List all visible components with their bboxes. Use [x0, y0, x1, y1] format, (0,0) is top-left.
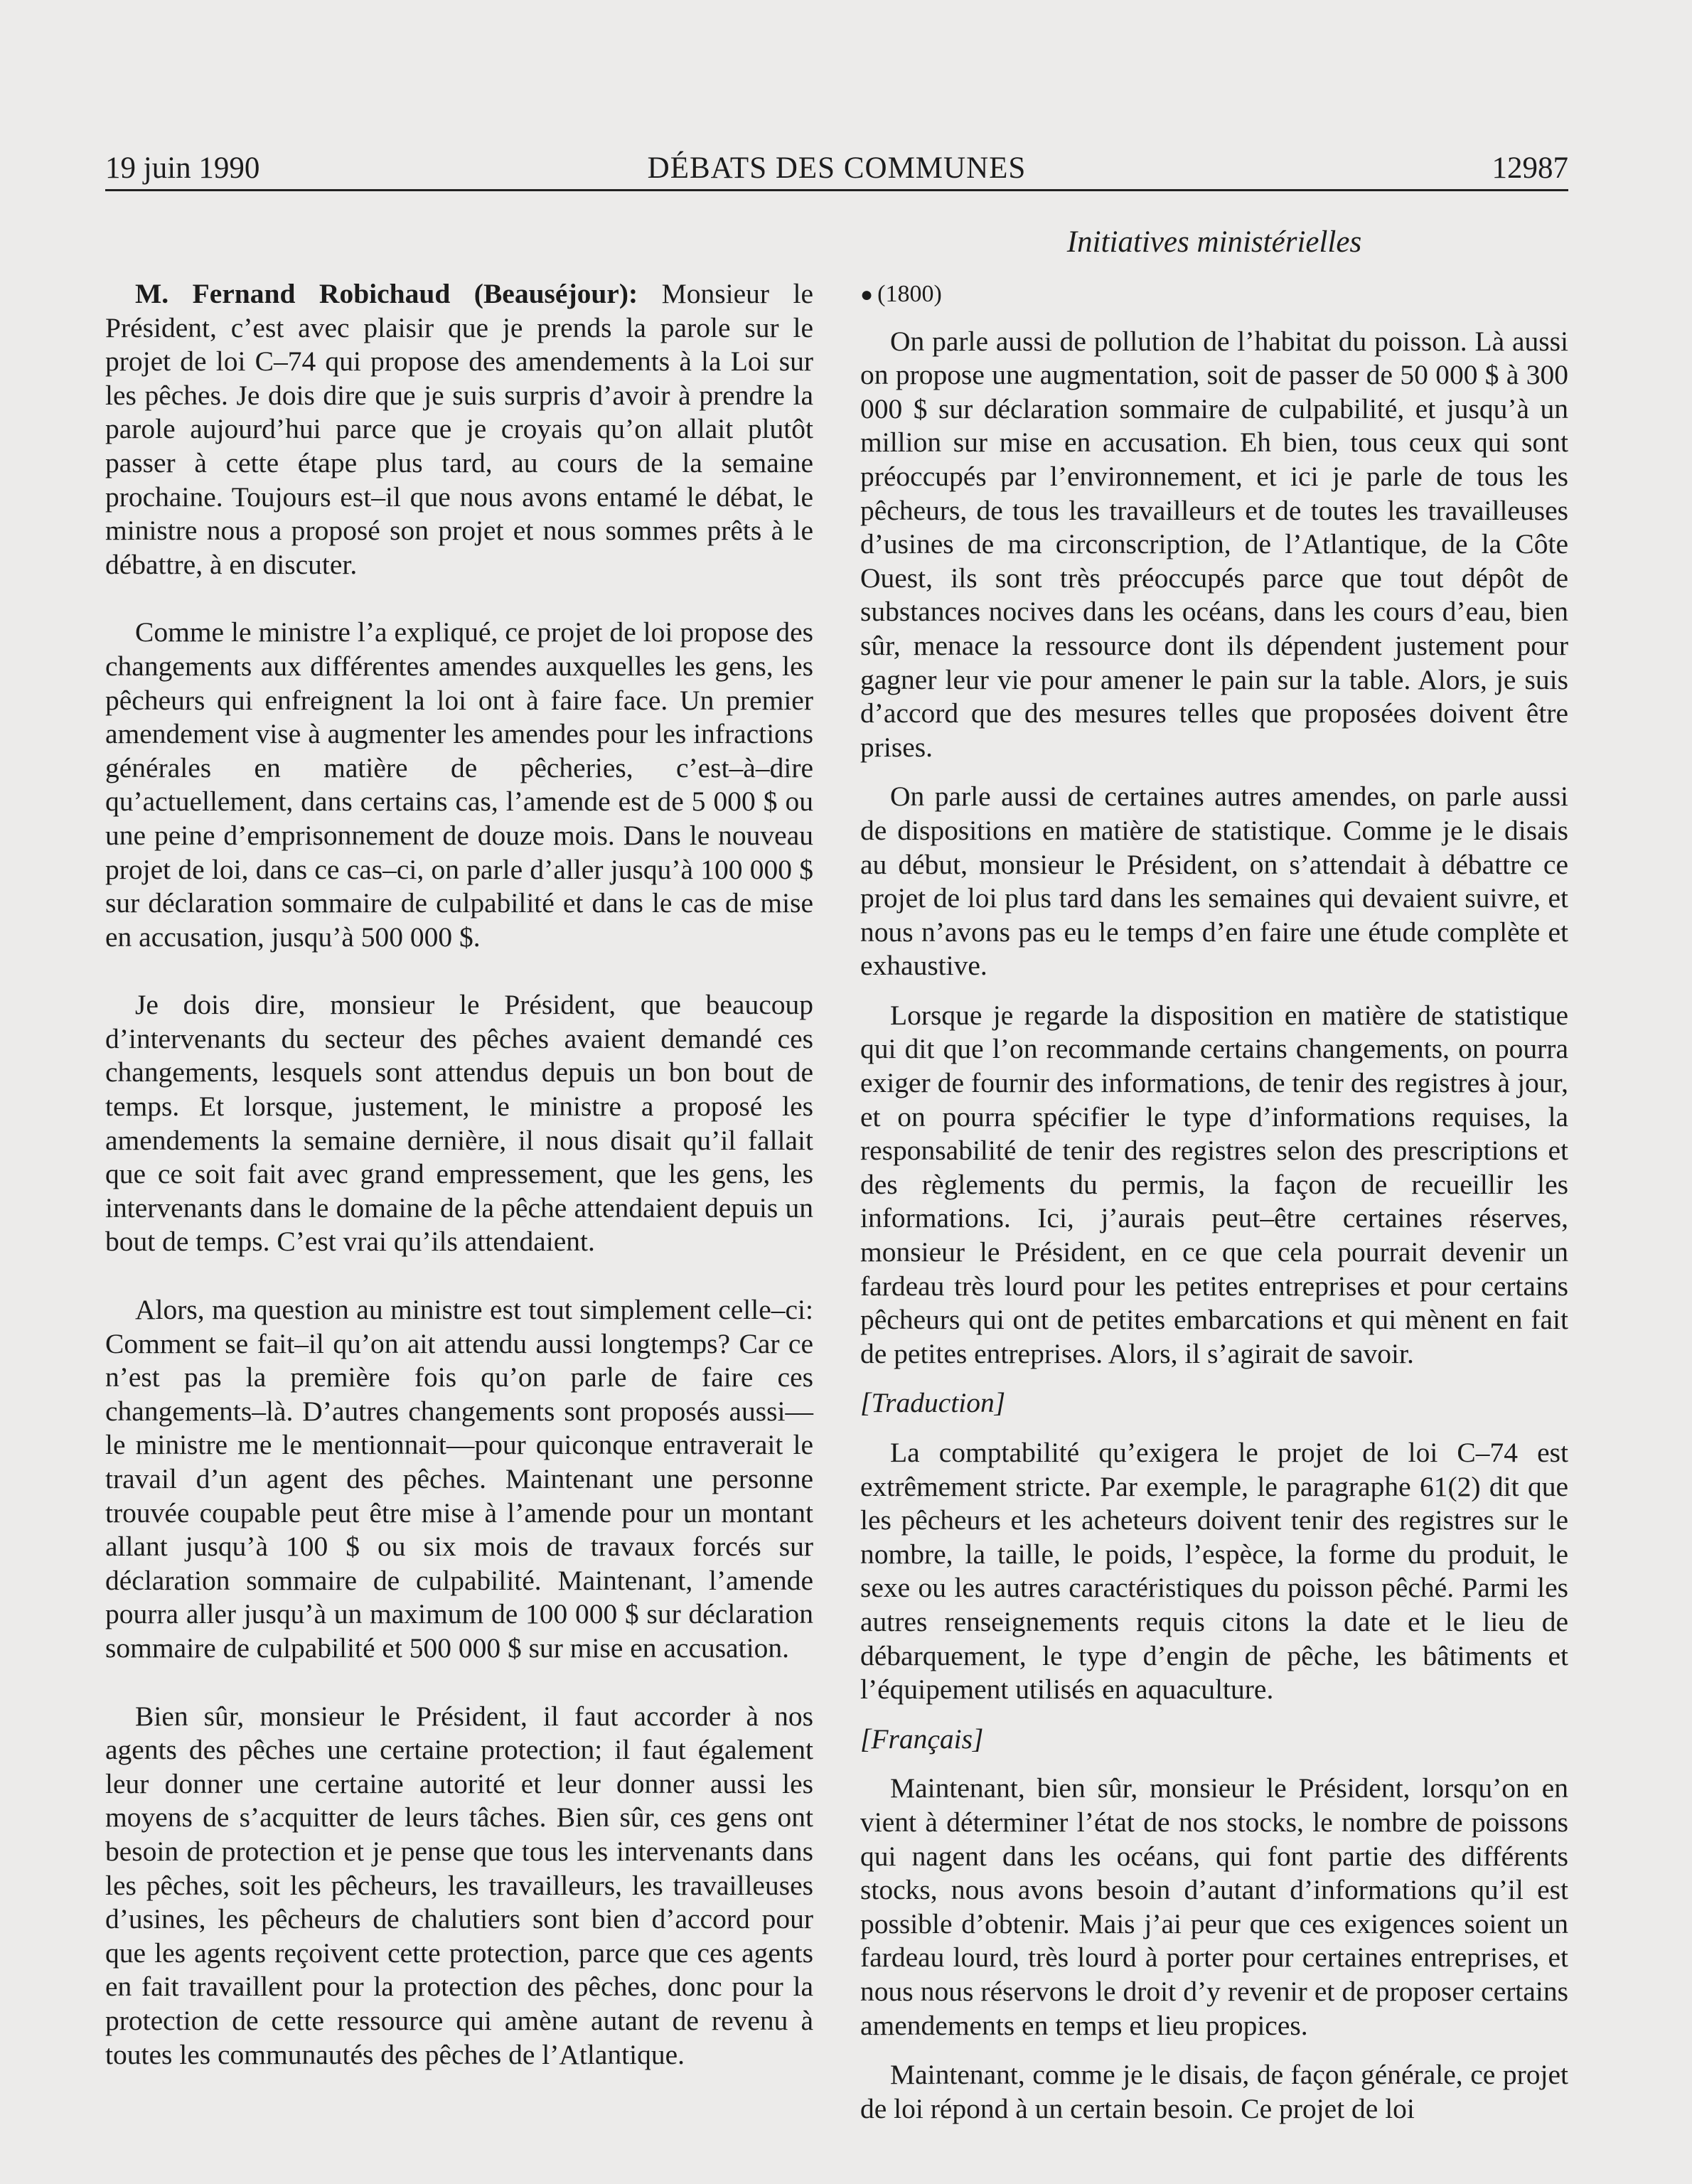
header-rule: [105, 189, 1568, 191]
paragraph: Je dois dire, monsieur le Président, que beaucoup d’intervenants du secteur des pêches avaient demandé ces changements, lesquels sont attendus depuis un bon bout de temps. Et lorsque, justement, le ministre a proposé les amendements la semaine dernière, il nous disait qu’il fallait que ce soit fait avec grand empressement, que les gens, les intervenants dans le domaine de la pêche attendaient depuis un bout de temps. C’est vrai qu’ils attendaient.: [105, 989, 813, 1258]
paragraph: Comme le ministre l’a expliqué, ce projet de loi propose des changements aux différentes amendes auxquelles les gens, les pêcheurs qui enfreignent la loi ont à faire face. Un premier amendement vise à augmenter les amendes pour les infractions générales en matière de pêcheries, c’est–à–dire qu’actuellement, dans certains cas, l’amende est de 5 000 $ ou une peine d’emprisonnement de douze mois. Dans le nouveau projet de loi, dans ce cas–ci, on parle d’aller jusqu’à 100 000 $ sur déclaration sommaire de culpabilité et dans le cas de mise en accusation, jusqu’à 500 000 $.: [105, 616, 813, 953]
right-column: [860, 277, 1568, 2141]
time-marker: [860, 277, 1568, 312]
paragraph-text: Monsieur le Président, c’est avec plaisir que je prends la parole sur le projet de loi C–74 qui propose des amendements à la Loi sur les pêches. Je dois dire que je suis surpris d’avoir à prendre la parole aujourd’hui parce que je croyais qu’on allait plutôt passer à cette étape plus tard, au cours de la semaine prochaine. Toujours est–il que nous avons entamé le débat, le ministre nous a proposé son projet et nous sommes prêts à le débattre, à en discuter.: [105, 278, 813, 580]
speaker-name: M. Fernand Robichaud (Beauséjour):: [135, 278, 638, 309]
header-title: DÉBATS DES COMMUNES: [647, 151, 1027, 185]
section-title: Initiatives ministérielles: [1066, 225, 1362, 259]
paragraph: On parle aussi de pollution de l’habitat du poisson. Là aussi on propose une augmentation, soit de passer de 50 000 $ à 300 000 $ sur déclaration sommaire de culpabilité, et jusqu’à un million sur mise en accusation. Eh bien, tous ceux qui sont préoccupés par l’environnement, et ici je parle de tous les pêcheurs, de tous les travailleurs et de toutes les travailleuses d’usines de ma circonscription, de l’Atlantique, de la Côte Ouest, ils sont très préoccupés parce que tout dépôt de substances nocives dans les océans, dans les cours d’eau, bien sûr, menace la ressource dont ils dépendent justement pour gagner leur vie pour amener le pain sur la table. Alors, je suis d’accord que des mesures telles que proposées doivent être prises.: [860, 325, 1568, 763]
time-marker-text: (1800): [877, 281, 942, 307]
french-note: [Français]: [860, 1723, 984, 1755]
paragraph: Maintenant, comme je le disais, de façon générale, ce projet de loi répond à un certain besoin. Ce projet de loi: [860, 2059, 1568, 2124]
left-column: [105, 277, 813, 2106]
paragraph: Bien sûr, monsieur le Président, il faut accorder à nos agents des pêches une certaine protection; il faut également leur donner une certaine autorité et leur donner aussi les moyens de s’acquitter de leurs tâches. Bien sûr, ces gens ont besoin de protection et je pense que tous les intervenants dans les pêches, soit les pêcheurs, les travailleurs, les travailleuses d’usines, les pêcheurs de chalutiers sont bien d’accord pour que les agents reçoivent cette protection, parce que ces agents en fait travaillent pour la protection des pêches, donc pour la protection de cette ressource qui amène autant de revenu à toutes les communautés des pêches de l’Atlantique.: [105, 1700, 813, 2070]
paragraph: On parle aussi de certaines autres amendes, on parle aussi de dispositions en matière de statistique. Comme je le disais au début, monsieur le Président, on s’attendait à débattre ce projet de loi plus tard dans les semaines qui devaient suivre, et nous n’avons pas eu le temps d’en faire une étude complète et exhaustive.: [860, 781, 1568, 982]
paragraph: La comptabilité qu’exigera le projet de loi C–74 est extrêmement stricte. Par exemple, le paragraphe 61(2) dit que les pêcheurs et les acheteurs doivent tenir des registres sur le nombre, la taille, le poids, l’espèce, la forme du produit, le sexe ou les autres caractéristiques du poisson pêché. Parmi les autres renseignements requis citons la date et le lieu de débarquement, le type d’engin de pêche, les bâtiments et l’équipement utilisés en aquaculture.: [860, 1437, 1568, 1706]
paragraph: [105, 277, 813, 582]
bullet-icon: ●: [860, 283, 874, 306]
page-number: 12987: [1492, 151, 1568, 185]
translation-note: [Traduction]: [860, 1387, 1006, 1419]
header-date: 19 juin 1990: [105, 151, 260, 185]
paragraph: Maintenant, bien sûr, monsieur le Président, lorsqu’on en vient à déterminer l’état de nos stocks, le nombre de poissons qui nagent dans les océans, qui font partie des différents stocks, nous avons besoin d’autant d’informations qu’il est possible d’obtenir. Mais j’ai peur que ces exigences soient un fardeau lourd, très lourd à porter pour certaines entreprises, et nous nous réservons le droit d’y revenir et de proposer certains amendements en temps et lieu propices.: [860, 1772, 1568, 2041]
paragraph: Lorsque je regarde la disposition en matière de statistique qui dit que l’on recommande certains changements, on pourra exiger de fournir des informations, de tenir des registres à jour, et on pourra spécifier le type d’informations requises, la responsabilité de tenir des registres selon des prescriptions et des règlements du permis, la façon de recueillir les informations. Ici, j’aurais peut–être certaines réserves, monsieur le Président, en ce que cela pourrait devenir un fardeau très lourd pour les petites entreprises et pour certains pêcheurs qui ont de petites embarcations et qui mènent en fait de petites entreprises. Alors, il s’agirait de savoir.: [860, 999, 1568, 1369]
page-header: [105, 151, 1568, 188]
paragraph: Alors, ma question au ministre est tout simplement celle–ci: Comment se fait–il qu’on ait attendu aussi longtemps? Car ce n’est pas la première fois qu’on parle de faire ces changements–là. D’autres changements sont proposés aussi—le ministre me le mentionnait—pour quiconque entraverait le travail d’un agent des pêches. Maintenant une personne trouvée coupable peut être mise à l’amende pour un montant allant jusqu’à 100 $ ou six mois de travaux forcés sur déclaration sommaire de culpabilité. Maintenant, l’amende pourra aller jusqu’à un maximum de 100 000 $ sur déclaration sommaire de culpabilité et 500 000 $ sur mise en accusation.: [105, 1294, 813, 1664]
